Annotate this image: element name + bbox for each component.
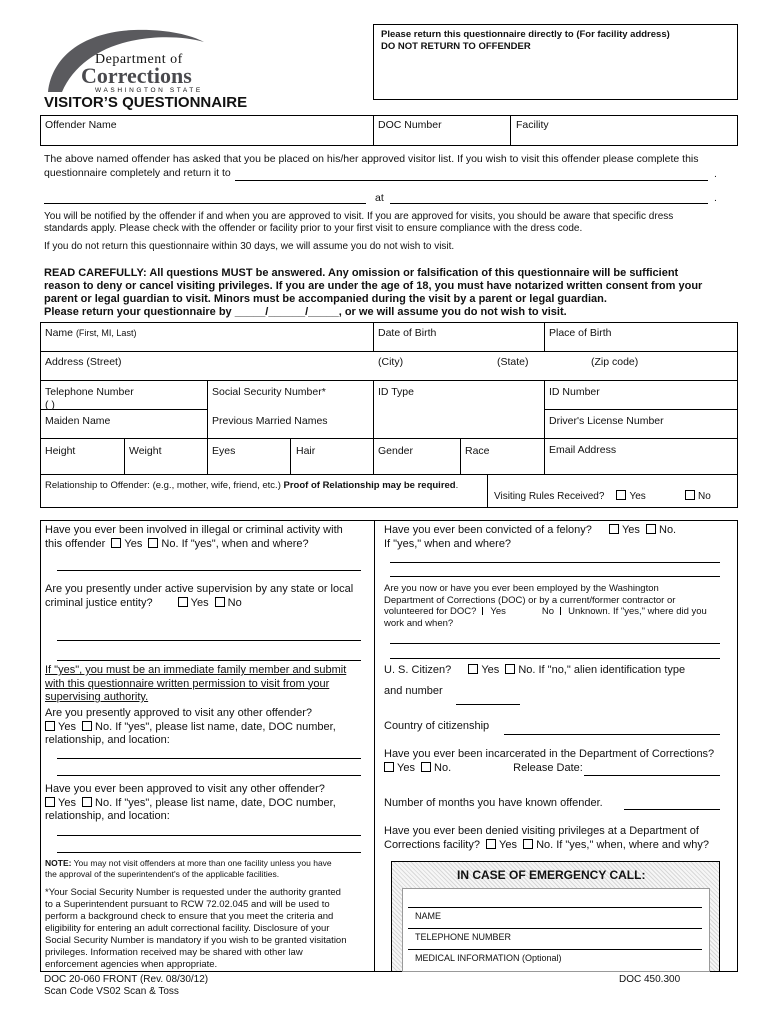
gender-field[interactable]: Gender	[378, 445, 414, 457]
emergency-medical-label: MEDICAL INFORMATION (Optional)	[415, 953, 562, 963]
return-line2: DO NOT RETURN TO OFFENDER	[381, 41, 531, 52]
height-field[interactable]: Height	[45, 445, 76, 457]
license-field[interactable]: Driver's License Number	[549, 415, 664, 427]
answer-line[interactable]	[57, 835, 361, 836]
denied-no-checkbox[interactable]	[523, 839, 533, 849]
country-label: Country of citizenship	[384, 720, 490, 732]
denied-yes-checkbox[interactable]	[486, 839, 496, 849]
citizen-yes-checkbox[interactable]	[468, 664, 478, 674]
footer-scan-code: Scan Code VS02 Scan & Toss	[44, 986, 179, 997]
emergency-phone-line[interactable]	[408, 949, 702, 950]
city-field[interactable]: (City)	[378, 356, 404, 368]
incarcerated-yes-checkbox[interactable]	[384, 762, 394, 772]
emergency-title: IN CASE OF EMERGENCY CALL:	[457, 868, 646, 882]
criminal-no-checkbox[interactable]	[148, 538, 158, 548]
visiting-rules-no: No	[682, 490, 711, 502]
release-date-line[interactable]	[584, 775, 720, 776]
note-text: NOTE: You may not visit offenders at more than one facility unless you have the approval of the superintendent's of the applicable facilities.	[45, 858, 332, 879]
read-carefully-4: Please return your questionnaire by _____/______/_____, or we will assume you do not wish to visit.	[44, 306, 567, 318]
weight-field[interactable]: Weight	[129, 445, 162, 457]
employed-unknown-checkbox[interactable]	[560, 607, 566, 615]
emergency-name-label: NAME	[415, 911, 442, 921]
intro-line2: questionnaire completely and return it to	[44, 167, 231, 179]
address-field[interactable]: Address (Street)	[45, 356, 122, 368]
at-line[interactable]	[390, 203, 708, 204]
logo-line2: Corrections	[81, 63, 192, 88]
footer-form-number: DOC 20-060 FRONT (Rev. 08/30/12)	[44, 974, 209, 985]
pob-field[interactable]: Place of Birth	[549, 327, 612, 339]
footer-doc-number: DOC 450.300	[619, 974, 681, 985]
ssn-disclosure: *Your Social Security Number is requested under the authority granted to a Superintendent pursuant to RCW 72.02.045 and will be used to perform a background check to ensure that you meet the criteria and eligibility for entering an adult correctional facility. Disclosure of your Social Security Number is mandatory if you wish to be granted visitation privileges. Information received may be shared with other law enforcement agencies when appropriate.	[45, 887, 347, 970]
incarcerated-no-checkbox[interactable]	[421, 762, 431, 772]
noreturn-line: If you do not return this questionnaire within 30 days, we will assume you do not wish to visit.	[44, 241, 455, 252]
return-to-line[interactable]	[235, 180, 708, 181]
felony-no-checkbox[interactable]	[646, 524, 656, 534]
visiting-rules: Visiting Rules Received? Yes	[494, 491, 646, 502]
criminal-yes-checkbox[interactable]	[111, 538, 121, 548]
notify-line2: standards apply. Please check with the offender or facility prior to your first visit to ensure compliance with the dress code.	[44, 223, 583, 234]
facility-field[interactable]: Facility	[516, 119, 549, 131]
id-type-field[interactable]: ID Type	[378, 386, 414, 398]
zip-field[interactable]: (Zip code)	[591, 356, 639, 368]
hair-field[interactable]: Hair	[296, 445, 316, 457]
q-felony: Have you ever been convicted of a felony? Yes No. If "yes," when and where?	[384, 524, 677, 550]
answer-line[interactable]	[390, 658, 720, 659]
alien-number-line[interactable]	[456, 704, 520, 705]
q-employed-doc: Are you now or have you ever been employed by the Washington Department of Corrections (DOC) or by a current/former contractor or volunteered for DOC? Yes No Unknown. If "yes," where did you work and when?	[384, 583, 707, 629]
logo-line1: Department of	[95, 52, 183, 67]
answer-line[interactable]	[57, 775, 361, 776]
employed-no-checkbox[interactable]	[534, 607, 540, 615]
employed-yes-checkbox[interactable]	[482, 607, 488, 615]
answer-line[interactable]	[57, 570, 361, 571]
emergency-phone-label: TELEPHONE NUMBER	[415, 932, 512, 942]
q-approved-other: Are you presently approved to visit any other offender? Yes No. If "yes", please list name, date, DOC number, relationship, and location:	[45, 707, 336, 746]
country-line[interactable]	[504, 734, 720, 735]
answer-line[interactable]	[390, 576, 720, 577]
id-number-field[interactable]: ID Number	[549, 386, 600, 398]
felony-yes-checkbox[interactable]	[609, 524, 619, 534]
notify-line1: You will be notified by the offender if and when you are approved to visit. If you are approved for visits, you should be aware that specific dress	[44, 211, 674, 222]
months-line[interactable]	[624, 809, 720, 810]
read-carefully-2: reason to deny or cancel visiting privileges. If you are under the age of 18, you must have notarized written consent from your	[44, 280, 703, 292]
supervision-no-checkbox[interactable]	[215, 597, 225, 607]
maiden-name-field[interactable]: Maiden Name	[45, 415, 111, 427]
visiting-rules-no-checkbox[interactable]	[685, 490, 695, 500]
answer-line[interactable]	[390, 643, 720, 644]
answer-line[interactable]	[57, 660, 361, 661]
telephone-field[interactable]: Telephone Number	[45, 386, 134, 398]
ever-approved-yes-checkbox[interactable]	[45, 797, 55, 807]
q-incarcerated: Have you ever been incarcerated in the Department of Corrections? Yes No. Release Date:	[384, 748, 715, 774]
and-number-label: and number	[384, 685, 443, 697]
answer-line[interactable]	[57, 852, 361, 853]
doc-number-field[interactable]: DOC Number	[378, 119, 442, 131]
race-field[interactable]: Race	[465, 445, 490, 457]
approved-no-checkbox[interactable]	[82, 721, 92, 731]
ssn-field[interactable]: Social Security Number*	[212, 386, 326, 398]
supervision-yes-checkbox[interactable]	[178, 597, 188, 607]
q-criminal-activity: Have you ever been involved in illegal or criminal activity with this offender Yes No. If "yes", when and where?	[45, 524, 343, 550]
dob-field[interactable]: Date of Birth	[378, 327, 437, 339]
return-to-line2[interactable]	[44, 203, 366, 204]
previous-married-field[interactable]: Previous Married Names	[212, 415, 328, 427]
emergency-name-line[interactable]	[408, 928, 702, 929]
answer-line[interactable]	[390, 562, 720, 563]
citizen-no-checkbox[interactable]	[505, 664, 515, 674]
relationship-field[interactable]: Relationship to Offender: (e.g., mother, wife, friend, etc.) Proof of Relationship may be required.	[45, 480, 459, 491]
q-supervision: Are you presently under active supervision by any state or local criminal justice entity? Yes No	[45, 583, 354, 609]
q-us-citizen: U. S. Citizen? Yes No. If "no," alien identification type	[384, 664, 686, 676]
name-field[interactable]: Name (First, MI, Last)	[45, 327, 137, 339]
q-ever-approved: Have you ever been approved to visit any other offender? Yes No. If "yes", please list name, date, DOC number, relationship, and location:	[45, 783, 336, 822]
read-carefully-1: READ CAREFULLY: All questions MUST be answered. Any omission or falsification of this questionnaire will be sufficient	[44, 267, 679, 279]
visiting-rules-yes-checkbox[interactable]	[616, 490, 626, 500]
q-permission: If "yes", you must be an immediate family member and submit with this questionnaire written permission to visit from your supervising authority.	[45, 664, 347, 703]
q-denied: Have you ever been denied visiting privileges at a Department of Corrections facility? Yes No. If "yes," when, where and why?	[384, 825, 709, 851]
offender-name-field[interactable]: Offender Name	[45, 119, 117, 131]
ever-approved-no-checkbox[interactable]	[82, 797, 92, 807]
return-line1: Please return this questionnaire directly to (For facility address)	[381, 29, 670, 40]
form-title: VISITOR’S QUESTIONNAIRE	[44, 94, 248, 111]
read-carefully-3: parent or legal guardian to visit. Minors must be accompanied during the visit by a parent or legal guardian.	[44, 293, 607, 305]
intro-line1: The above named offender has asked that you be placed on his/her approved visitor list. If you wish to visit this offender please complete this	[44, 153, 699, 165]
months-known: Number of months you have known offender.	[384, 797, 603, 809]
logo-line3: WASHINGTON STATE	[95, 87, 203, 94]
eyes-field[interactable]: Eyes	[212, 445, 236, 457]
telephone-paren: ( )	[45, 399, 55, 411]
email-field[interactable]: Email Address	[549, 444, 617, 456]
state-field[interactable]: (State)	[497, 356, 529, 368]
answer-line[interactable]	[57, 758, 361, 759]
answer-line[interactable]	[57, 640, 361, 641]
approved-yes-checkbox[interactable]	[45, 721, 55, 731]
